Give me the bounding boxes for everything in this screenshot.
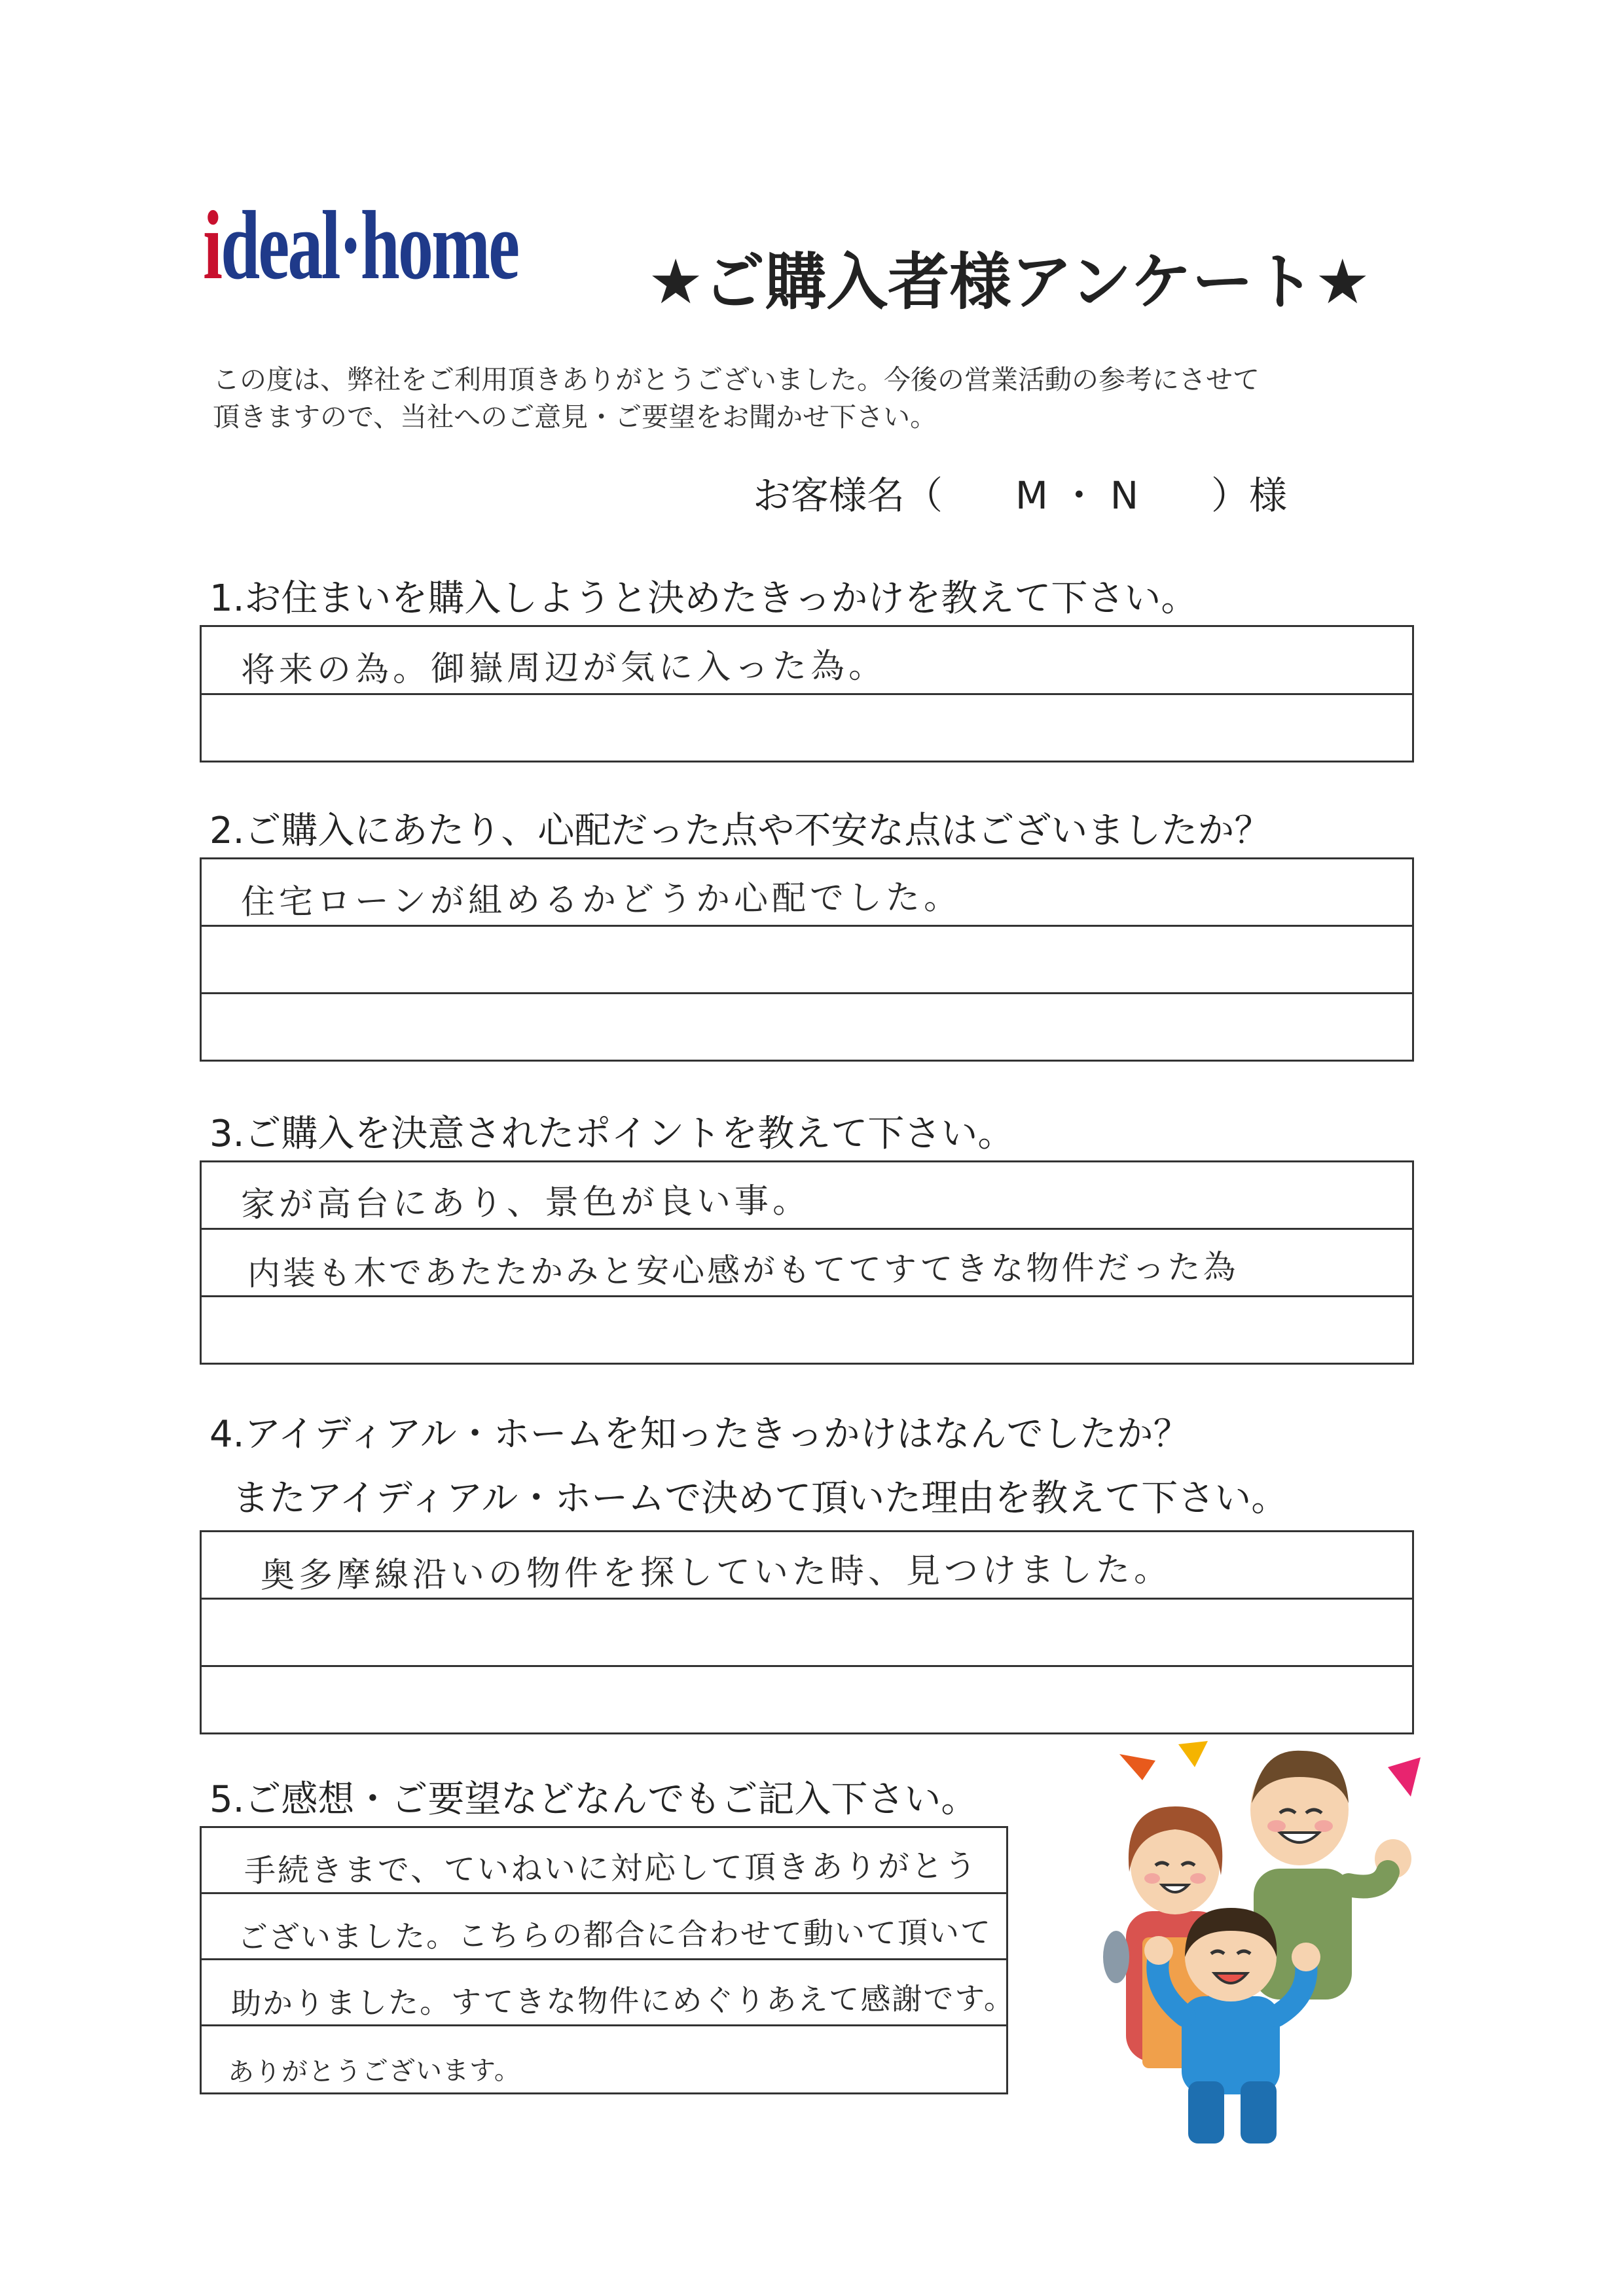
answer-5-line-2 (202, 1894, 1006, 1960)
answer-4-text-1: 奥多摩線沿いの物件を探していた時、見つけました。 (260, 1550, 1172, 1596)
customer-name-value: M ・ N (1015, 473, 1139, 518)
answer-5-text-1: 手続きまで、ていねいに対応して頂きありがとう (244, 1848, 979, 1890)
answer-5-text-3: 助かりました。すてきな物件にめぐりあえて感謝です。 (230, 1980, 1015, 2022)
question-3-label: 3.ご購入を決意されたポイントを教えて下さい。 (209, 1113, 1015, 1155)
answer-4-line-2 (202, 1600, 1412, 1667)
answer-3-text-1: 家が高台にあり、景色が良い事。 (240, 1181, 811, 1225)
answer-box-4 (200, 1530, 1414, 1734)
question-1-label: 1.お住まいを購入しようと決めたきっかけを教えて下さい。 (209, 577, 1198, 620)
answer-box-1 (200, 625, 1414, 762)
answer-3-line-3 (202, 1297, 1412, 1363)
customer-suffix: ）様 (1211, 473, 1288, 518)
answer-box-5 (200, 1826, 1015, 2094)
answer-5-text-2: ございました。こちらの都合に合わせて動いて頂いて (237, 1914, 992, 1956)
answer-4-line-3 (202, 1667, 1412, 1732)
customer-label: お客様名（ (753, 473, 943, 518)
answer-2-line-2 (202, 927, 1412, 994)
survey-title: ★ご購入者様アンケート★ (648, 247, 1370, 318)
answer-3-line-2 (202, 1230, 1412, 1297)
customer-name-field (753, 465, 1287, 520)
intro-text (213, 361, 1260, 436)
answer-5-line-1 (202, 1828, 1006, 1894)
question-4-label: 4.アイディアル・ホームを知ったきっかけはなんでしたか？ (209, 1413, 1190, 1456)
intro-line-1: この度は、弊社をご利用頂きありがとうございました。今後の営業活動の参考にさせて (213, 364, 1260, 395)
confetti-orange-icon (1119, 1754, 1155, 1780)
answer-box-3 (200, 1160, 1414, 1365)
question-2-label: 2.ご購入にあたり、心配だった点や不安な点はございましたか？ (209, 810, 1271, 852)
confetti-yellow-icon (1178, 1741, 1208, 1767)
answer-3-text-2: 内装も木であたたかみと安心感がもててすてきな物件だった為 (247, 1247, 1239, 1293)
answer-5-line-3 (202, 1960, 1015, 2026)
answer-5-line-4 (202, 2026, 1006, 2092)
ideal-home-logo (203, 191, 622, 314)
answer-2-line-1 (202, 859, 1412, 927)
answer-2-text-1: 住宅ローンが組めるかどうか心配でした。 (240, 878, 962, 922)
question-4-label-line-2: またアイディアル・ホームで決めて頂いた理由を教えて下さい。 (232, 1477, 1288, 1520)
intro-line-2: 頂きますので、当社へのご意見・ご要望をお聞かせ下さい。 (213, 401, 937, 433)
answer-5-text-4: ありがとうございます。 (227, 2055, 521, 2088)
answer-box-2 (200, 857, 1414, 1062)
answer-4-line-1 (202, 1532, 1412, 1600)
answer-3-line-1 (202, 1162, 1412, 1230)
family-illustration (1080, 1741, 1460, 2147)
answer-2-line-3 (202, 994, 1412, 1060)
confetti-pink-icon (1388, 1757, 1421, 1797)
answer-1-text-1: 将来の為。御嶽周辺が気に入った為。 (240, 646, 887, 691)
question-5-label: 5.ご感想・ご要望などなんでもご記入下さい。 (209, 1778, 978, 1821)
answer-1-line-2 (202, 695, 1412, 761)
logo-letter-i: i (203, 191, 221, 300)
logo-wordmark: deal·home (221, 191, 518, 300)
answer-1-line-1 (202, 627, 1412, 695)
